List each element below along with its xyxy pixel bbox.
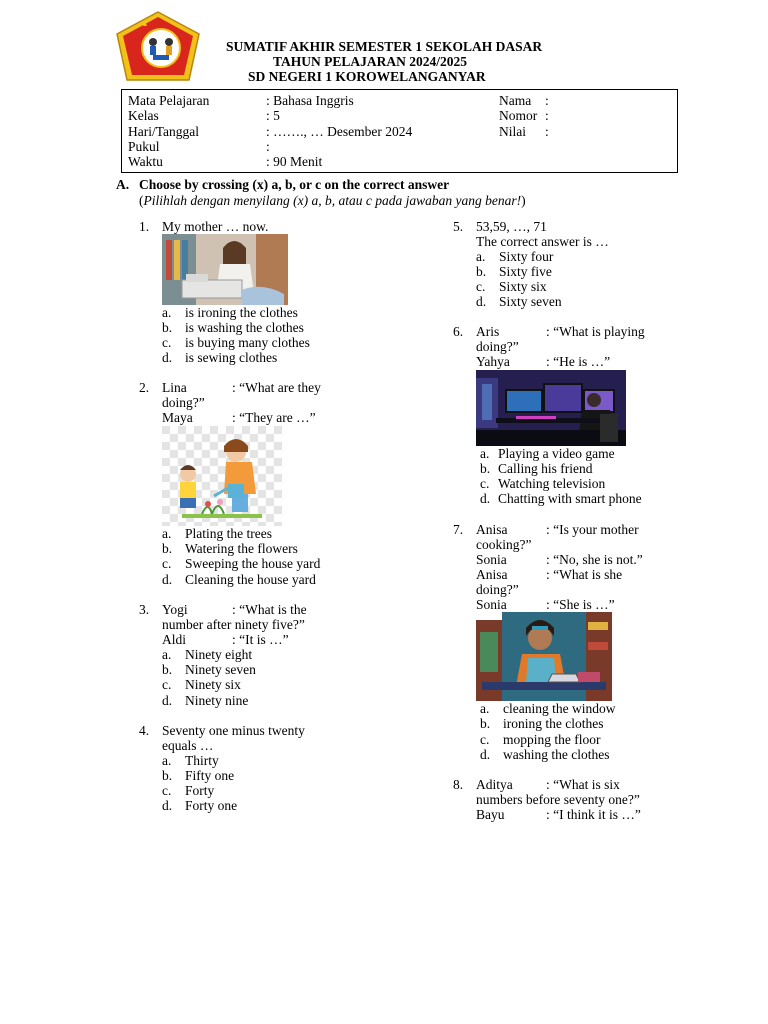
q7-line3: : “What is she <box>546 567 623 582</box>
q8-line2: : “I think it is …” <box>546 807 641 822</box>
q3-option-d-letter: d. <box>162 693 173 708</box>
q2-watering-image <box>162 426 282 526</box>
q5-text: 53,59, …, 71 <box>476 219 547 234</box>
q6-line1b: doing?” <box>476 339 519 354</box>
q2-option-b-letter: b. <box>162 541 173 556</box>
q6-option-b[interactable]: Calling his friend <box>498 461 593 476</box>
q6-option-a-letter: a. <box>480 446 490 461</box>
q4-option-d-letter: d. <box>162 798 173 813</box>
q8-line1b: numbers before seventy one?” <box>476 792 640 807</box>
q2-line1b: doing?” <box>162 395 205 410</box>
q7-speaker3: Anisa <box>476 567 508 582</box>
number-colon: : <box>545 108 549 123</box>
q3-speaker1: Yogi <box>162 602 188 617</box>
duration-label: Waktu <box>128 154 163 169</box>
q5-option-b-letter: b. <box>476 264 487 279</box>
q3-line1: : “What is the <box>232 602 307 617</box>
q7-line1: : “Is your mother <box>546 522 639 537</box>
q1-option-c[interactable]: is buying many clothes <box>185 335 310 350</box>
q4-option-b[interactable]: Fifty one <box>185 768 235 783</box>
q5-option-a-letter: a. <box>476 249 486 264</box>
q3-option-c-letter: c. <box>162 677 172 692</box>
q7-line1b: cooking?” <box>476 537 532 552</box>
q1-option-a[interactable]: is ironing the clothes <box>185 305 298 320</box>
q7-option-d-letter: d. <box>480 747 491 762</box>
q4-option-c[interactable]: Forty <box>185 783 215 798</box>
q4-option-a-letter: a. <box>162 753 172 768</box>
q5-option-a[interactable]: Sixty four <box>499 249 554 264</box>
q4-option-a[interactable]: Thirty <box>185 753 219 768</box>
q1-option-b-letter: b. <box>162 320 173 335</box>
duration-value: : 90 Menit <box>266 154 323 169</box>
q4-option-d[interactable]: Forty one <box>185 798 238 813</box>
q6-speaker1: Aris <box>476 324 500 339</box>
q7-option-b[interactable]: ironing the clothes <box>503 716 604 731</box>
q6-option-b-letter: b. <box>480 461 491 476</box>
q3-number: 3. <box>139 602 150 617</box>
time-label: Pukul <box>128 139 160 154</box>
date-label: Hari/Tanggal <box>128 124 200 139</box>
q1-sewing-image <box>162 234 288 305</box>
subject-label: Mata Pelajaran <box>128 93 210 108</box>
header-school: SD NEGERI 1 KOROWELANGANYAR <box>248 69 486 84</box>
header-title: SUMATIF AKHIR SEMESTER 1 SEKOLAH DASAR <box>226 39 543 54</box>
q3-option-b[interactable]: Ninety seven <box>185 662 256 677</box>
header-year: TAHUN PELAJARAN 2024/2025 <box>273 54 468 69</box>
subtitle-text: Pilihlah dengan menyilang (x) a, b, atau c pada jawaban yang benar! <box>143 193 522 208</box>
q2-option-c-letter: c. <box>162 556 172 571</box>
q6-number: 6. <box>453 324 464 339</box>
paren-open: ( <box>139 193 144 208</box>
q7-option-c-letter: c. <box>480 732 490 747</box>
q4-number: 4. <box>139 723 150 738</box>
q7-speaker1: Anisa <box>476 522 508 537</box>
q7-speaker4: Sonia <box>476 597 507 612</box>
paren-close: ) <box>521 193 526 208</box>
q2-option-b[interactable]: Watering the flowers <box>185 541 298 556</box>
q7-option-a[interactable]: cleaning the window <box>503 701 616 716</box>
q7-option-c[interactable]: mopping the floor <box>503 732 601 747</box>
q2-option-a[interactable]: Plating the trees <box>185 526 272 541</box>
q6-line1: : “What is playing <box>546 324 645 339</box>
q8-line1: : “What is six <box>546 777 620 792</box>
number-label: Nomor <box>499 108 538 123</box>
q8-number: 8. <box>453 777 464 792</box>
name-label: Nama <box>499 93 532 108</box>
q2-option-d[interactable]: Cleaning the house yard <box>185 572 316 587</box>
q7-line4: : “She is …” <box>546 597 615 612</box>
q6-option-c[interactable]: Watching television <box>498 476 606 491</box>
q1-number: 1. <box>139 219 150 234</box>
score-colon: : <box>545 124 549 139</box>
q2-option-d-letter: d. <box>162 572 173 587</box>
q8-speaker2: Bayu <box>476 807 505 822</box>
q6-speaker2: Yahya <box>476 354 510 369</box>
q8-speaker1: Aditya <box>476 777 513 792</box>
q6-option-d-letter: d. <box>480 491 491 506</box>
q7-option-b-letter: b. <box>480 716 491 731</box>
q6-option-d[interactable]: Chatting with smart phone <box>498 491 642 506</box>
q5-option-b[interactable]: Sixty five <box>499 264 552 279</box>
q5-option-d-letter: d. <box>476 294 487 309</box>
name-colon: : <box>545 93 549 108</box>
q5-option-d[interactable]: Sixty seven <box>499 294 562 309</box>
q1-option-a-letter: a. <box>162 305 172 320</box>
section-subtitle <box>139 193 526 208</box>
q2-line2: : “They are …” <box>232 410 316 425</box>
q1-option-d-letter: d. <box>162 350 173 365</box>
subject-value: : Bahasa Inggris <box>266 93 354 108</box>
q3-option-a-letter: a. <box>162 647 172 662</box>
q2-line1: : “What are they <box>232 380 321 395</box>
time-value: : <box>266 139 270 154</box>
q6-option-c-letter: c. <box>480 476 490 491</box>
q2-speaker2: Maya <box>162 410 193 425</box>
q5-option-c[interactable]: Sixty six <box>499 279 547 294</box>
section-title: Choose by crossing (x) a, b, or c on the correct answer <box>139 177 450 192</box>
date-value: : ……., … Desember 2024 <box>266 124 413 139</box>
q4-option-c-letter: c. <box>162 783 172 798</box>
q1-option-c-letter: c. <box>162 335 172 350</box>
q5-option-c-letter: c. <box>476 279 486 294</box>
q3-line2: : “It is …” <box>232 632 289 647</box>
q7-ironing-image <box>476 612 612 701</box>
q6-gaming-image <box>476 370 626 446</box>
q3-option-a[interactable]: Ninety eight <box>185 647 253 662</box>
section-letter: A. <box>116 177 130 192</box>
q7-number: 7. <box>453 522 464 537</box>
q1-option-d[interactable]: is sewing clothes <box>185 350 278 365</box>
q7-option-d[interactable]: washing the clothes <box>503 747 610 762</box>
q2-number: 2. <box>139 380 150 395</box>
score-label: Nilai <box>499 124 526 139</box>
q3-option-b-letter: b. <box>162 662 173 677</box>
q2-option-a-letter: a. <box>162 526 172 541</box>
q5-number: 5. <box>453 219 464 234</box>
q1-option-b[interactable]: is washing the clothes <box>185 320 304 335</box>
q4-text2: equals … <box>162 738 214 753</box>
q3-option-d[interactable]: Ninety nine <box>185 693 249 708</box>
q5-text2: The correct answer is … <box>476 234 609 249</box>
q6-line2: : “He is …” <box>546 354 611 369</box>
class-value: : 5 <box>266 108 280 123</box>
q7-speaker2: Sonia <box>476 552 507 567</box>
q2-speaker1: Lina <box>162 380 187 395</box>
q7-option-a-letter: a. <box>480 701 490 716</box>
q6-option-a[interactable]: Playing a video game <box>498 446 615 461</box>
q2-option-c[interactable]: Sweeping the house yard <box>185 556 321 571</box>
q4-text: Seventy one minus twenty <box>162 723 305 738</box>
q3-line1b: number after ninety five?” <box>162 617 305 632</box>
q1-text: My mother … now. <box>162 219 269 234</box>
q7-line3b: doing?” <box>476 582 519 597</box>
q3-speaker2: Aldi <box>162 632 187 647</box>
q7-line2: : “No, she is not.” <box>546 552 643 567</box>
q3-option-c[interactable]: Ninety six <box>185 677 241 692</box>
class-label: Kelas <box>128 108 159 123</box>
q4-option-b-letter: b. <box>162 768 173 783</box>
